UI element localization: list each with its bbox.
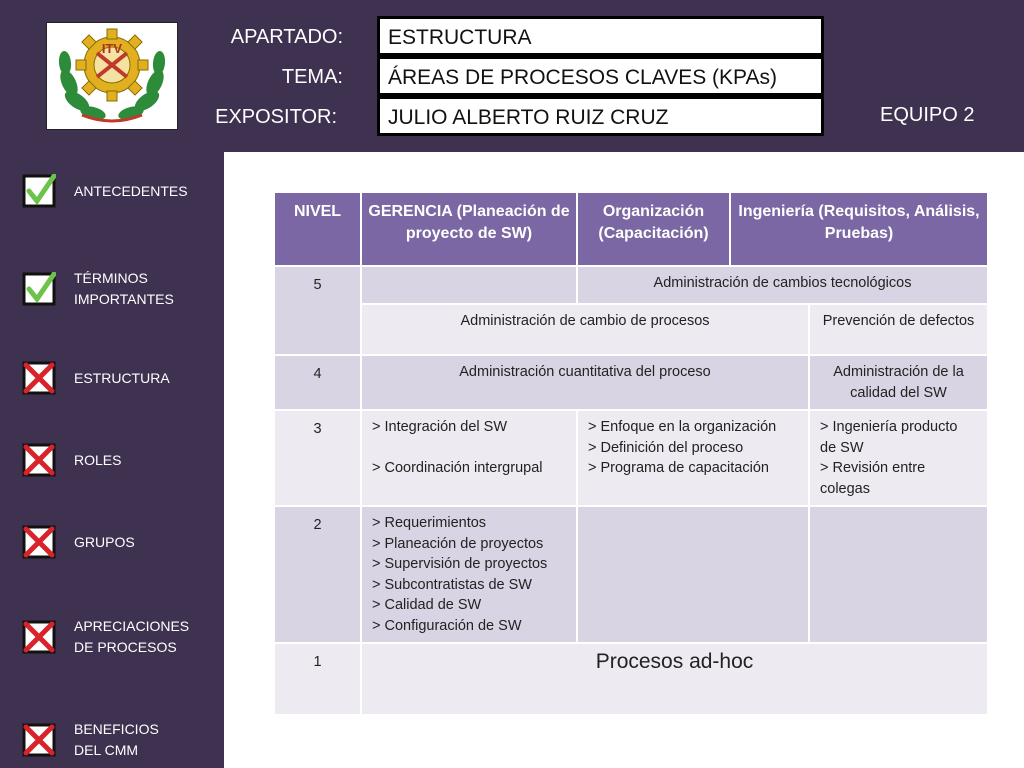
- apartado-label: APARTADO:: [230, 26, 343, 48]
- header-ingenieria: Ingeniería (Requisitos, Análisis, Pruebas): [730, 192, 988, 266]
- procesos-adhoc: Procesos ad-hoc: [361, 643, 988, 715]
- level-2: 2: [274, 506, 361, 643]
- cross-icon: [22, 525, 56, 559]
- level-5: 5: [274, 266, 361, 355]
- table-row-level5b: [274, 304, 988, 355]
- tema-label: TEMA:: [281, 66, 343, 88]
- empty-cell: [361, 266, 577, 304]
- table-header-row: [274, 192, 988, 266]
- apartado-value: ESTRUCTURA: [377, 16, 824, 56]
- level2-gerencia: > Requerimientos > Planeación de proyectos > Supervisión de proyectos > Subcontratistas de SW > Calidad de SW > Configuración de SW: [361, 506, 577, 643]
- sidebar-item-estructura[interactable]: [22, 361, 170, 395]
- prevencion-defectos: Prevención de defectos: [809, 304, 988, 355]
- calidad-sw: Administración de la calidad del SW: [809, 355, 988, 410]
- level3-ingenieria: > Ingeniería producto de SW > Revisión entre colegas: [809, 410, 988, 506]
- sidebar-item-terminos[interactable]: [22, 268, 174, 310]
- level3-organizacion: > Enfoque en la organización > Definición del proceso > Programa de capacitación: [577, 410, 809, 506]
- sidebar-item-label: TÉRMINOS IMPORTANTES: [74, 270, 174, 307]
- empty-cell: [809, 506, 988, 643]
- cambios-tecnologicos: Administración de cambios tecnológicos: [577, 266, 988, 304]
- cuantitativa-proceso: Administración cuantitativa del proceso: [361, 355, 809, 410]
- expositor-value: JULIO ALBERTO RUIZ CRUZ: [377, 96, 824, 136]
- sidebar-item-antecedentes[interactable]: [22, 174, 188, 208]
- empty-cell: [577, 506, 809, 643]
- cross-icon: [22, 443, 56, 477]
- kpa-table: [273, 191, 989, 716]
- sidebar-item-label: ESTRUCTURA: [74, 369, 170, 386]
- sidebar-item-label: BENEFICIOS DEL CMM: [74, 721, 159, 758]
- cross-icon: [22, 361, 56, 395]
- table-row-level2: [274, 506, 988, 643]
- table-row-level5a: [274, 266, 988, 304]
- cross-icon: [22, 723, 56, 757]
- header-organizacion: Organización (Capacitación): [577, 192, 730, 266]
- level3-gerencia: > Integración del SW > Coordinación intergrupal: [361, 410, 577, 506]
- sidebar-item-roles[interactable]: [22, 443, 121, 477]
- sidebar-item-label: ROLES: [74, 451, 122, 468]
- cross-icon: [22, 620, 56, 654]
- equipo-label: EQUIPO 2: [880, 104, 975, 126]
- logo-text: ITV: [101, 41, 123, 56]
- table-row-level1: [274, 643, 988, 715]
- header-nivel: NIVEL: [274, 192, 361, 266]
- table-row-level3: [274, 410, 988, 506]
- table-row-level4: [274, 355, 988, 410]
- sidebar-item-apreciaciones[interactable]: [22, 616, 189, 658]
- cambio-procesos: Administración de cambio de procesos: [361, 304, 809, 355]
- sidebar-item-label: ANTECEDENTES: [74, 182, 188, 199]
- tema-value: ÁREAS DE PROCESOS CLAVES (KPAs): [377, 56, 824, 96]
- header-gerencia: GERENCIA (Planeación de proyecto de SW): [361, 192, 577, 266]
- level-4: 4: [274, 355, 361, 410]
- expositor-label: EXPOSITOR:: [215, 106, 337, 128]
- level-1: 1: [274, 643, 361, 715]
- checkmark-icon: [22, 174, 56, 208]
- sidebar-item-grupos[interactable]: [22, 525, 135, 559]
- sidebar-item-label: APRECIACIONES DE PROCESOS: [74, 618, 190, 655]
- checkmark-icon: [22, 272, 56, 306]
- sidebar-item-beneficios[interactable]: [22, 719, 159, 761]
- sidebar-item-label: GRUPOS: [74, 533, 135, 550]
- level-3: 3: [274, 410, 361, 506]
- header-bar: [0, 0, 1024, 152]
